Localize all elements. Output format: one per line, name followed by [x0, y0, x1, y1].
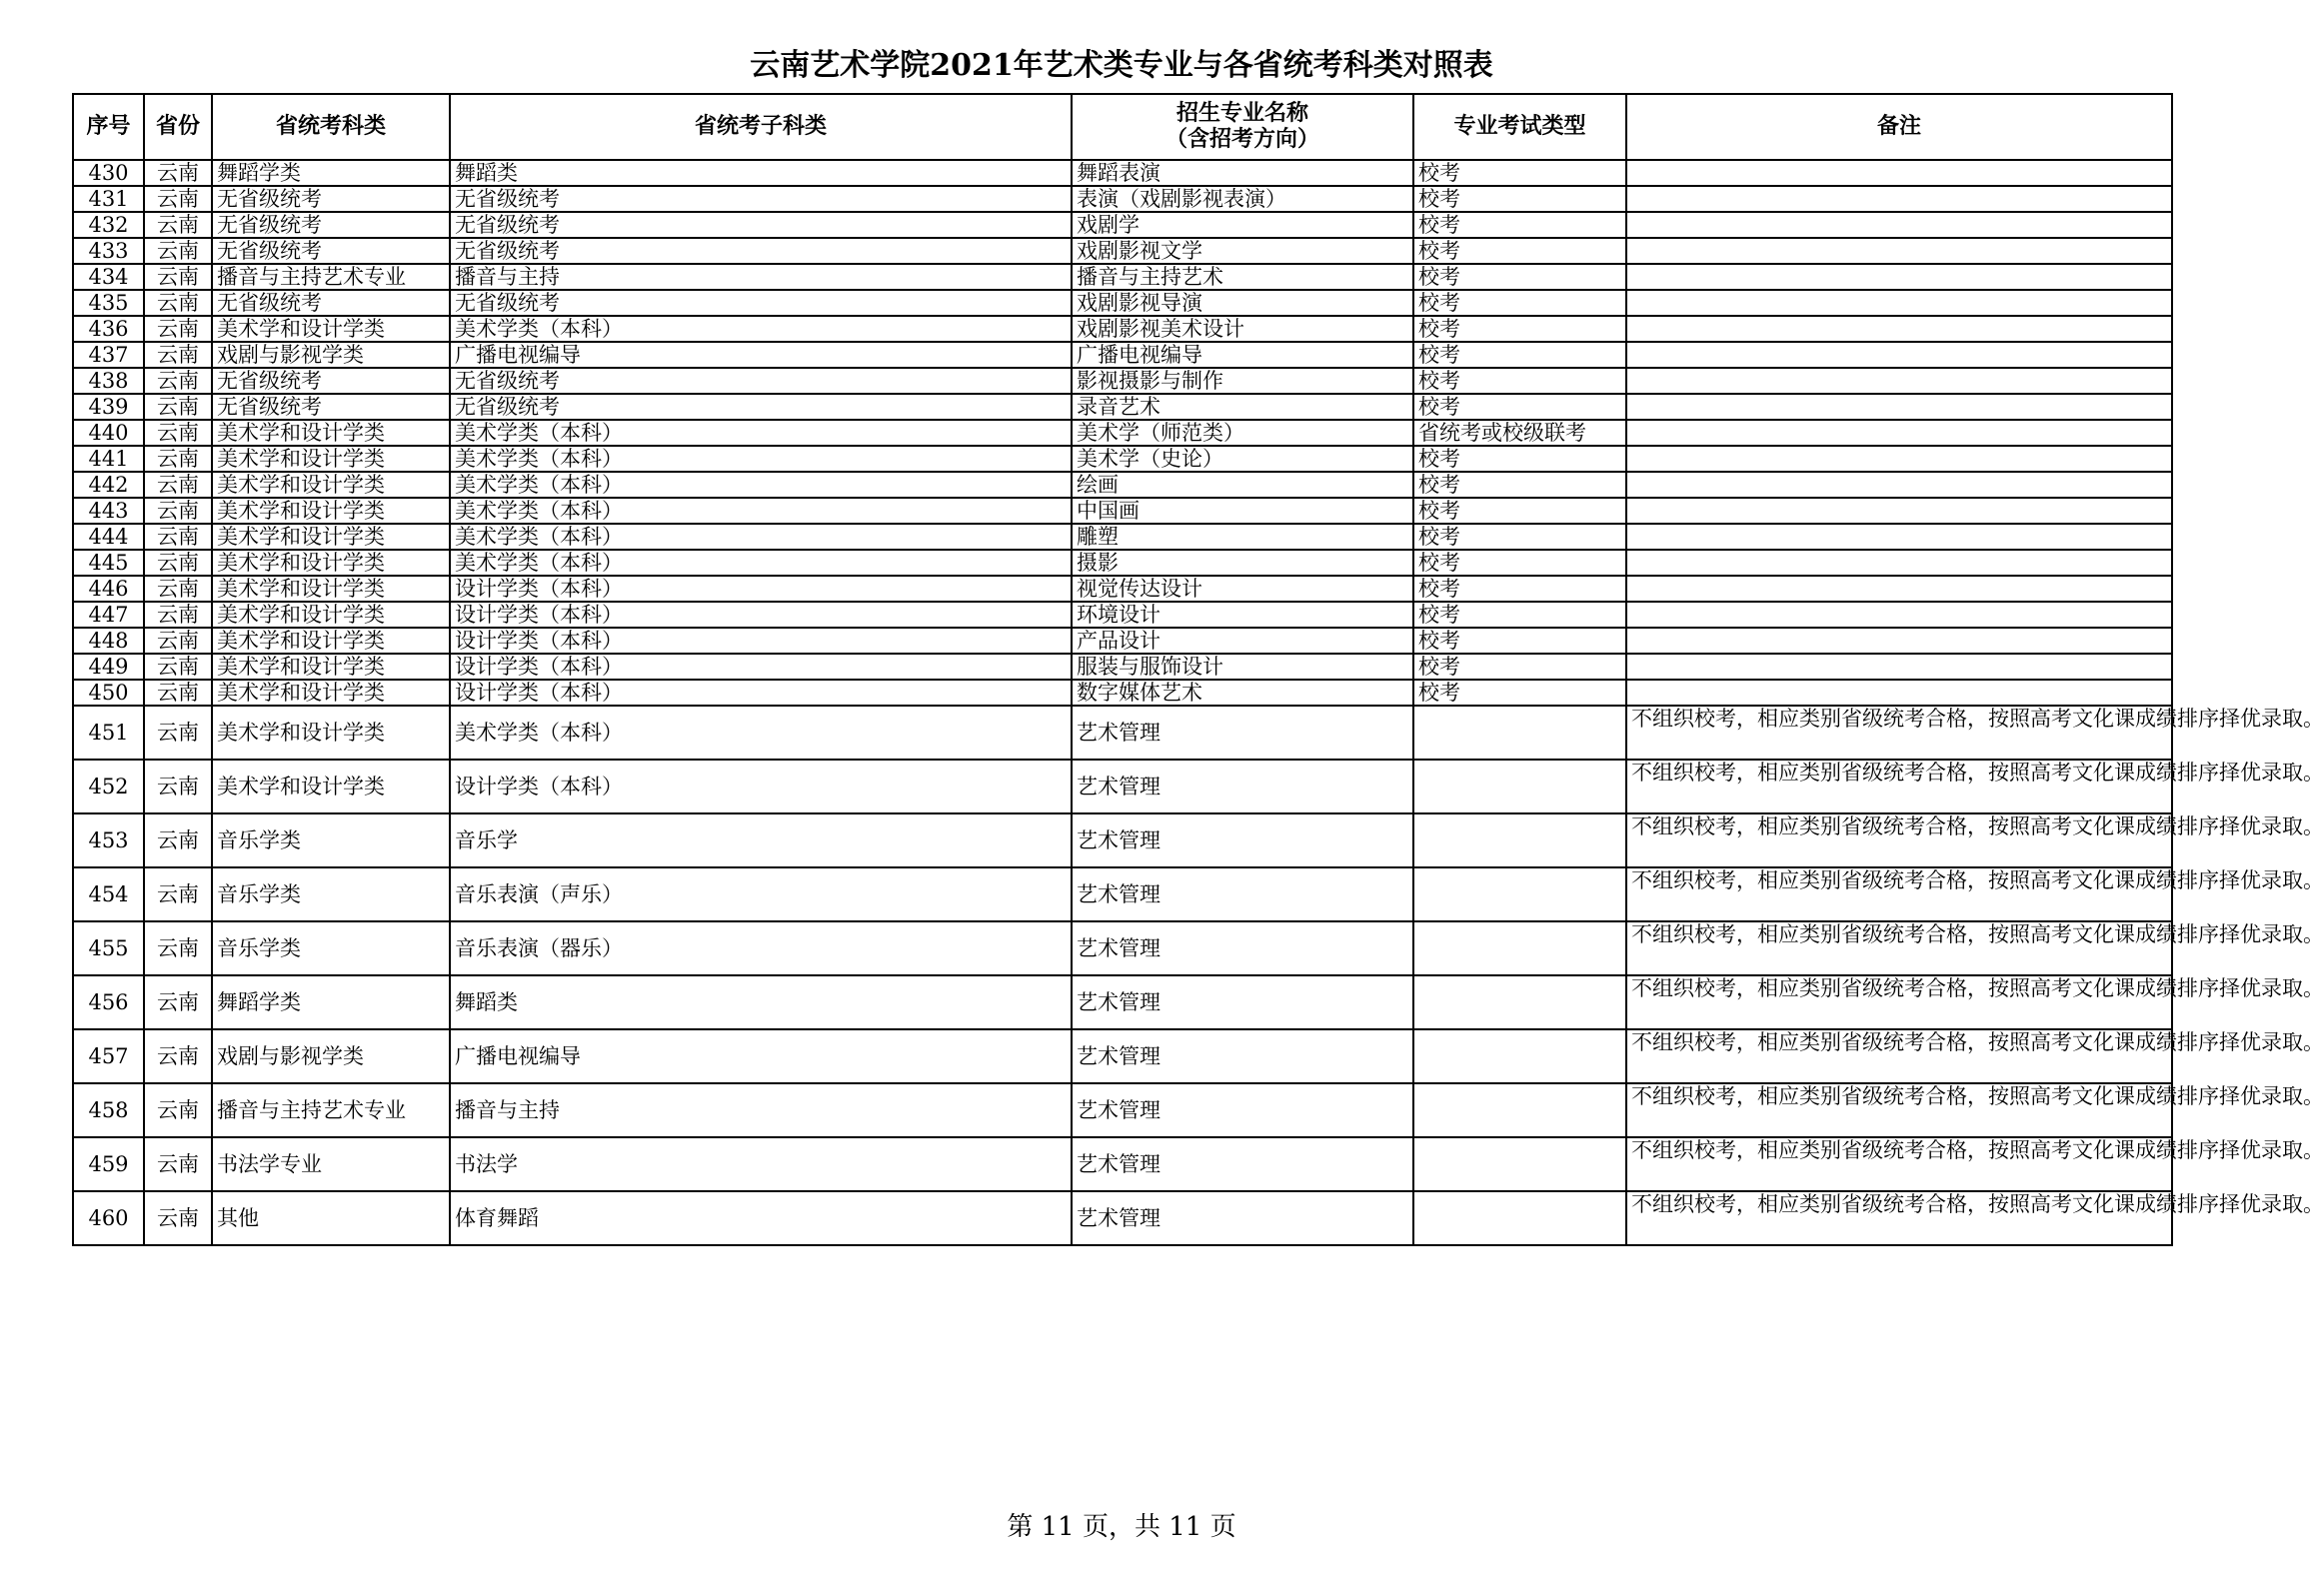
cell-subcategory: 设计学类（本科） [450, 628, 1072, 654]
cell-major: 戏剧影视美术设计 [1072, 316, 1413, 342]
table-row [73, 975, 2172, 1029]
cell-exam-type: 校考 [1413, 472, 1626, 498]
cell-category: 美术学和设计学类 [212, 654, 450, 680]
cell-province: 云南 [144, 1029, 212, 1083]
cell-remark [1626, 264, 2172, 290]
cell-exam-type: 校考 [1413, 446, 1626, 472]
cell-subcategory: 播音与主持 [450, 1083, 1072, 1137]
cell-seq: 460 [73, 1191, 144, 1245]
cell-exam-type [1413, 1137, 1626, 1191]
table-row [73, 867, 2172, 921]
cell-exam-type [1413, 921, 1626, 975]
cell-seq: 445 [73, 550, 144, 576]
cell-exam-type [1413, 1083, 1626, 1137]
cell-exam-type [1413, 975, 1626, 1029]
table-row [73, 212, 2172, 238]
cell-major: 艺术管理 [1072, 813, 1413, 867]
cell-category: 美术学和设计学类 [212, 576, 450, 602]
cell-category: 美术学和设计学类 [212, 550, 450, 576]
cell-subcategory: 无省级统考 [450, 368, 1072, 394]
cell-category: 播音与主持艺术专业 [212, 264, 450, 290]
table-row [73, 1137, 2172, 1191]
table-row [73, 628, 2172, 654]
cell-province: 云南 [144, 706, 212, 760]
cell-major: 视觉传达设计 [1072, 576, 1413, 602]
table-row [73, 1191, 2172, 1245]
cell-subcategory: 美术学类（本科） [450, 706, 1072, 760]
cell-province: 云南 [144, 813, 212, 867]
cell-remark [1626, 472, 2172, 498]
cell-exam-type: 校考 [1413, 498, 1626, 524]
cell-seq: 448 [73, 628, 144, 654]
cell-remark: 不组织校考，相应类别省级统考合格，按照高考文化课成绩排序择优录取。 [1626, 975, 2172, 1029]
cell-remark [1626, 628, 2172, 654]
cell-province: 云南 [144, 524, 212, 550]
cell-subcategory: 书法学 [450, 1137, 1072, 1191]
table-row [73, 342, 2172, 368]
cell-exam-type: 校考 [1413, 550, 1626, 576]
cell-remark: 不组织校考，相应类别省级统考合格，按照高考文化课成绩排序择优录取。 [1626, 1191, 2172, 1245]
cell-province: 云南 [144, 212, 212, 238]
table-row [73, 921, 2172, 975]
cell-subcategory: 美术学类（本科） [450, 316, 1072, 342]
cell-remark [1626, 654, 2172, 680]
cell-exam-type: 校考 [1413, 394, 1626, 420]
table-row [73, 368, 2172, 394]
cell-exam-type: 校考 [1413, 316, 1626, 342]
cell-major: 艺术管理 [1072, 760, 1413, 813]
cell-category: 无省级统考 [212, 186, 450, 212]
cell-province: 云南 [144, 290, 212, 316]
cell-major: 艺术管理 [1072, 1191, 1413, 1245]
table-row [73, 264, 2172, 290]
cell-remark: 不组织校考，相应类别省级统考合格，按照高考文化课成绩排序择优录取。 [1626, 760, 2172, 813]
header-seq: 序号 [73, 94, 144, 160]
cell-remark [1626, 524, 2172, 550]
cell-seq: 438 [73, 368, 144, 394]
table-body [73, 160, 2324, 1245]
cell-category: 戏剧与影视学类 [212, 342, 450, 368]
cell-seq: 452 [73, 760, 144, 813]
cell-province: 云南 [144, 921, 212, 975]
cell-seq: 459 [73, 1137, 144, 1191]
cell-seq: 436 [73, 316, 144, 342]
cell-remark [1626, 316, 2172, 342]
cell-seq: 444 [73, 524, 144, 550]
cell-subcategory: 无省级统考 [450, 394, 1072, 420]
cell-remark: 不组织校考，相应类别省级统考合格，按照高考文化课成绩排序择优录取。 [1626, 706, 2172, 760]
cell-exam-type: 校考 [1413, 654, 1626, 680]
table-row [73, 680, 2172, 706]
cell-subcategory: 广播电视编导 [450, 342, 1072, 368]
cell-category: 播音与主持艺术专业 [212, 1083, 450, 1137]
cell-subcategory: 美术学类（本科） [450, 550, 1072, 576]
header-exam-type: 专业考试类型 [1413, 94, 1626, 160]
table-row [73, 760, 2172, 813]
cell-remark [1626, 342, 2172, 368]
cell-exam-type: 校考 [1413, 628, 1626, 654]
cell-province: 云南 [144, 264, 212, 290]
cell-category: 无省级统考 [212, 212, 450, 238]
cell-province: 云南 [144, 1083, 212, 1137]
cell-category: 美术学和设计学类 [212, 446, 450, 472]
cell-remark: 不组织校考，相应类别省级统考合格，按照高考文化课成绩排序择优录取。 [1626, 1029, 2172, 1083]
cell-category: 音乐学类 [212, 921, 450, 975]
cell-major: 绘画 [1072, 472, 1413, 498]
cell-subcategory: 无省级统考 [450, 290, 1072, 316]
cell-seq: 455 [73, 921, 144, 975]
cell-category: 舞蹈学类 [212, 975, 450, 1029]
cell-seq: 449 [73, 654, 144, 680]
cell-remark [1626, 160, 2172, 186]
table-header-row [73, 94, 2172, 160]
table-row [73, 238, 2172, 264]
cell-remark [1626, 238, 2172, 264]
cell-province: 云南 [144, 394, 212, 420]
cell-province: 云南 [144, 628, 212, 654]
cell-seq: 456 [73, 975, 144, 1029]
cell-province: 云南 [144, 186, 212, 212]
cell-subcategory: 音乐表演（器乐） [450, 921, 1072, 975]
cell-subcategory: 美术学类（本科） [450, 472, 1072, 498]
cell-major: 艺术管理 [1072, 975, 1413, 1029]
cell-subcategory: 音乐学 [450, 813, 1072, 867]
table-row [73, 602, 2172, 628]
cell-seq: 443 [73, 498, 144, 524]
cell-exam-type [1413, 706, 1626, 760]
cell-subcategory: 广播电视编导 [450, 1029, 1072, 1083]
cell-category: 美术学和设计学类 [212, 628, 450, 654]
cell-remark: 不组织校考，相应类别省级统考合格，按照高考文化课成绩排序择优录取。 [1626, 813, 2172, 867]
comparison-table [72, 93, 2324, 1246]
cell-major: 艺术管理 [1072, 921, 1413, 975]
header-province: 省份 [144, 94, 212, 160]
cell-province: 云南 [144, 654, 212, 680]
cell-seq: 430 [73, 160, 144, 186]
cell-province: 云南 [144, 342, 212, 368]
cell-province: 云南 [144, 420, 212, 446]
cell-seq: 446 [73, 576, 144, 602]
cell-seq: 450 [73, 680, 144, 706]
cell-remark [1626, 186, 2172, 212]
cell-remark [1626, 368, 2172, 394]
cell-exam-type: 校考 [1413, 290, 1626, 316]
cell-remark: 不组织校考，相应类别省级统考合格，按照高考文化课成绩排序择优录取。 [1626, 1083, 2172, 1137]
cell-province: 云南 [144, 602, 212, 628]
cell-major: 美术学（史论） [1072, 446, 1413, 472]
cell-category: 无省级统考 [212, 238, 450, 264]
table-row [73, 706, 2172, 760]
cell-subcategory: 设计学类（本科） [450, 602, 1072, 628]
cell-province: 云南 [144, 680, 212, 706]
cell-exam-type [1413, 760, 1626, 813]
cell-exam-type [1413, 867, 1626, 921]
cell-category: 无省级统考 [212, 290, 450, 316]
cell-seq: 440 [73, 420, 144, 446]
cell-category: 美术学和设计学类 [212, 602, 450, 628]
page-title: 云南艺术学院2021年艺术类专业与各省统考科类对照表 [750, 48, 1493, 83]
cell-subcategory: 音乐表演（声乐） [450, 867, 1072, 921]
table-row [73, 498, 2172, 524]
cell-major: 产品设计 [1072, 628, 1413, 654]
cell-major: 艺术管理 [1072, 1083, 1413, 1137]
cell-seq: 432 [73, 212, 144, 238]
cell-remark [1626, 498, 2172, 524]
cell-seq: 433 [73, 238, 144, 264]
cell-major: 美术学（师范类） [1072, 420, 1413, 446]
cell-exam-type [1413, 813, 1626, 867]
cell-major: 影视摄影与制作 [1072, 368, 1413, 394]
cell-province: 云南 [144, 498, 212, 524]
cell-category: 其他 [212, 1191, 450, 1245]
header-remark: 备注 [1626, 94, 2172, 160]
cell-province: 云南 [144, 576, 212, 602]
cell-seq: 434 [73, 264, 144, 290]
cell-major: 摄影 [1072, 550, 1413, 576]
cell-exam-type: 校考 [1413, 576, 1626, 602]
table-row [73, 446, 2172, 472]
cell-remark: 不组织校考，相应类别省级统考合格，按照高考文化课成绩排序择优录取。 [1626, 867, 2172, 921]
cell-exam-type: 校考 [1413, 342, 1626, 368]
cell-subcategory: 无省级统考 [450, 212, 1072, 238]
table-row [73, 550, 2172, 576]
cell-subcategory: 体育舞蹈 [450, 1191, 1072, 1245]
cell-major: 广播电视编导 [1072, 342, 1413, 368]
cell-exam-type [1413, 1191, 1626, 1245]
table-row [73, 1083, 2172, 1137]
cell-seq: 454 [73, 867, 144, 921]
table-row [73, 420, 2172, 446]
cell-seq: 435 [73, 290, 144, 316]
table-row [73, 576, 2172, 602]
cell-category: 舞蹈学类 [212, 160, 450, 186]
page-footer: 第 11 页，共 11 页 [1007, 1512, 1236, 1542]
cell-exam-type: 校考 [1413, 160, 1626, 186]
cell-seq: 457 [73, 1029, 144, 1083]
cell-category: 美术学和设计学类 [212, 706, 450, 760]
table-row [73, 316, 2172, 342]
cell-exam-type: 校考 [1413, 680, 1626, 706]
cell-exam-type: 校考 [1413, 238, 1626, 264]
cell-subcategory: 无省级统考 [450, 238, 1072, 264]
cell-exam-type: 省统考或校级联考 [1413, 420, 1626, 446]
header-major [1072, 94, 1413, 160]
cell-seq: 442 [73, 472, 144, 498]
cell-major: 艺术管理 [1072, 1137, 1413, 1191]
cell-major: 服装与服饰设计 [1072, 654, 1413, 680]
cell-category: 美术学和设计学类 [212, 316, 450, 342]
header-subcategory: 省统考子科类 [450, 94, 1072, 160]
cell-remark [1626, 420, 2172, 446]
cell-subcategory: 设计学类（本科） [450, 576, 1072, 602]
table-row [73, 472, 2172, 498]
cell-major: 戏剧学 [1072, 212, 1413, 238]
cell-remark [1626, 446, 2172, 472]
cell-major: 戏剧影视文学 [1072, 238, 1413, 264]
cell-major: 雕塑 [1072, 524, 1413, 550]
cell-category: 无省级统考 [212, 368, 450, 394]
cell-province: 云南 [144, 238, 212, 264]
cell-seq: 431 [73, 186, 144, 212]
cell-major: 中国画 [1072, 498, 1413, 524]
cell-remark [1626, 602, 2172, 628]
cell-subcategory: 美术学类（本科） [450, 420, 1072, 446]
header-category: 省统考科类 [212, 94, 450, 160]
cell-seq: 453 [73, 813, 144, 867]
cell-major: 数字媒体艺术 [1072, 680, 1413, 706]
cell-remark: 不组织校考，相应类别省级统考合格，按照高考文化课成绩排序择优录取。 [1626, 1137, 2172, 1191]
cell-seq: 439 [73, 394, 144, 420]
cell-category: 美术学和设计学类 [212, 420, 450, 446]
cell-province: 云南 [144, 1137, 212, 1191]
cell-remark [1626, 576, 2172, 602]
cell-province: 云南 [144, 472, 212, 498]
cell-exam-type: 校考 [1413, 264, 1626, 290]
cell-province: 云南 [144, 160, 212, 186]
cell-exam-type: 校考 [1413, 602, 1626, 628]
cell-remark [1626, 394, 2172, 420]
cell-province: 云南 [144, 446, 212, 472]
cell-subcategory: 设计学类（本科） [450, 680, 1072, 706]
cell-subcategory: 美术学类（本科） [450, 446, 1072, 472]
cell-major: 艺术管理 [1072, 1029, 1413, 1083]
cell-seq: 458 [73, 1083, 144, 1137]
cell-remark [1626, 550, 2172, 576]
cell-category: 音乐学类 [212, 813, 450, 867]
cell-category: 美术学和设计学类 [212, 760, 450, 813]
cell-major: 播音与主持艺术 [1072, 264, 1413, 290]
cell-category: 无省级统考 [212, 394, 450, 420]
cell-province: 云南 [144, 760, 212, 813]
cell-category: 美术学和设计学类 [212, 498, 450, 524]
cell-category: 戏剧与影视学类 [212, 1029, 450, 1083]
cell-subcategory: 美术学类（本科） [450, 498, 1072, 524]
table-row [73, 1029, 2172, 1083]
cell-province: 云南 [144, 1191, 212, 1245]
cell-exam-type: 校考 [1413, 368, 1626, 394]
cell-exam-type: 校考 [1413, 186, 1626, 212]
table-row [73, 813, 2172, 867]
cell-seq: 437 [73, 342, 144, 368]
header-major-line2: （含招考方向） [1164, 127, 1319, 152]
cell-seq: 447 [73, 602, 144, 628]
cell-major: 录音艺术 [1072, 394, 1413, 420]
cell-remark [1626, 680, 2172, 706]
cell-major: 艺术管理 [1072, 867, 1413, 921]
cell-province: 云南 [144, 975, 212, 1029]
cell-exam-type: 校考 [1413, 212, 1626, 238]
cell-exam-type [1413, 1029, 1626, 1083]
header-major-line1: 招生专业名称 [1175, 101, 1308, 126]
cell-exam-type: 校考 [1413, 524, 1626, 550]
cell-province: 云南 [144, 368, 212, 394]
cell-province: 云南 [144, 550, 212, 576]
cell-major: 戏剧影视导演 [1072, 290, 1413, 316]
table-row [73, 290, 2172, 316]
cell-seq: 451 [73, 706, 144, 760]
table-row [73, 394, 2172, 420]
cell-remark [1626, 212, 2172, 238]
cell-remark [1626, 290, 2172, 316]
cell-category: 美术学和设计学类 [212, 680, 450, 706]
cell-major: 环境设计 [1072, 602, 1413, 628]
table-row [73, 654, 2172, 680]
cell-subcategory: 设计学类（本科） [450, 760, 1072, 813]
cell-seq: 441 [73, 446, 144, 472]
cell-subcategory: 播音与主持 [450, 264, 1072, 290]
cell-category: 美术学和设计学类 [212, 472, 450, 498]
cell-subcategory: 舞蹈类 [450, 160, 1072, 186]
cell-category: 书法学专业 [212, 1137, 450, 1191]
cell-subcategory: 设计学类（本科） [450, 654, 1072, 680]
cell-subcategory: 美术学类（本科） [450, 524, 1072, 550]
cell-province: 云南 [144, 867, 212, 921]
cell-category: 美术学和设计学类 [212, 524, 450, 550]
cell-major: 舞蹈表演 [1072, 160, 1413, 186]
cell-subcategory: 舞蹈类 [450, 975, 1072, 1029]
table-row [73, 160, 2172, 186]
cell-province: 云南 [144, 316, 212, 342]
cell-category: 音乐学类 [212, 867, 450, 921]
table-row [73, 524, 2172, 550]
cell-major: 艺术管理 [1072, 706, 1413, 760]
cell-major: 表演（戏剧影视表演） [1072, 186, 1413, 212]
cell-remark: 不组织校考，相应类别省级统考合格，按照高考文化课成绩排序择优录取。 [1626, 921, 2172, 975]
table-row [73, 186, 2172, 212]
cell-subcategory: 无省级统考 [450, 186, 1072, 212]
